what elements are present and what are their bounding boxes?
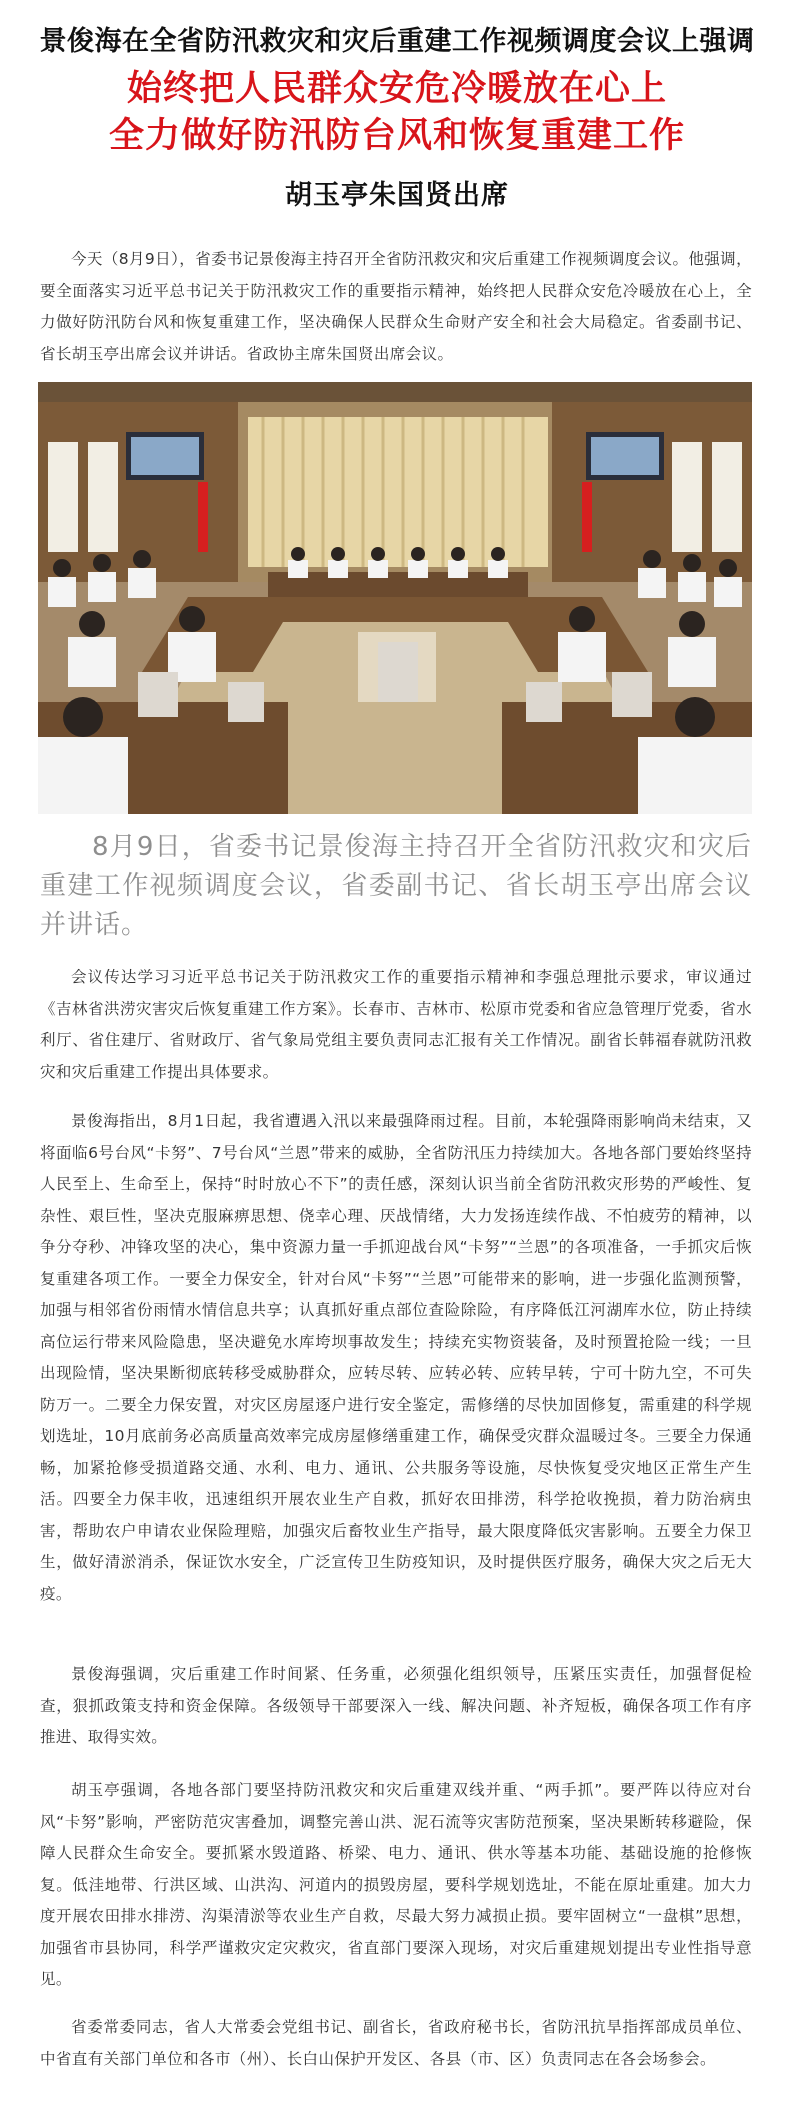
meeting-room-illustration <box>38 382 752 814</box>
photo-caption: 8月9日，省委书记景俊海主持召开全省防汛救灾和灾后重建工作视频调度会议，省委副书记、省长胡玉亭出席会议并讲话。 <box>40 832 752 940</box>
article-kicker: 景俊海在全省防汛救灾和灾后重建工作视频调度会议上强调 <box>39 26 755 57</box>
article-paragraph: 胡玉亭强调，各地各部门要坚持防汛救灾和灾后重建双线并重、“两手抓”。要严阵以待应对台风“卡努”影响，严密防范灾害叠加，调整完善山洪、泥石流等灾害防范预案，坚决果断转移避险，保障人民群众生命安全。要抓紧水毁道路、桥梁、电力、通讯、供水等基本功能、基础设施的抢修恢复。低洼地带、行洪区域、山洪沟、河道内的损毁房屋，要科学规划选址，不能在原址重建。加大力度开展农田排水排涝、沟渠清淤等农业生产自救，尽最大努力减损止损。要牢固树立“一盘棋”思想，加强省市县协同，科学严谨救灾定灾救灾，省直部门要深入现场，对灾后重建规划提出专业性指导意见。 <box>40 1781 752 1988</box>
lead-paragraph: 今天（8月9日），省委书记景俊海主持召开全省防汛救灾和灾后重建工作视频调度会议。他强调，要全面落实习近平总书记关于防汛救灾工作的重要指示精神，始终把人民群众安危冷暖放在心上，全力做好防汛防台风和恢复重建工作，坚决确保人民群众生命财产安全和社会大局稳定。省委副书记、省长胡玉亭出席会议并讲话。省政协主席朱国贤出席会议。 <box>40 250 752 363</box>
article-paragraph: 景俊海强调，灾后重建工作时间紧、任务重，必须强化组织领导，压紧压实责任，加强督促检查，狠抓政策支持和资金保障。各级领导干部要深入一线、解决问题、补齐短板，确保各项工作有序推进、取得实效。 <box>40 1665 752 1746</box>
article-paragraph: 省委常委同志，省人大常委会党组书记、副省长，省政府秘书长，省防汛抗旱指挥部成员单位、中省直有关部门单位和各市（州）、长白山保护开发区、各县（市、区）负责同志在各会场参会。 <box>40 2018 752 2068</box>
article-paragraph: 景俊海指出，8月1日起，我省遭遇入汛以来最强降雨过程。目前，本轮强降雨影响尚未结束，又将面临6号台风“卡努”、7号台风“兰恩”带来的威胁，全省防汛压力持续加大。各地各部门要始终坚持人民至上、生命至上，保持“时时放心不下”的责任感，深刻认识当前全省防汛救灾形势的严峻性、复杂性、艰巨性，坚决克服麻痹思想、侥幸心理、厌战情绪，大力发扬连续作战、不怕疲劳的精神，以争分夺秒、冲锋攻坚的决心，集中资源力量一手抓迎战台风“卡努”“兰恩”的各项准备，一手抓灾后恢复重建各项工作。一要全力保安全，针对台风“卡努”“兰恩”可能带来的影响，进一步强化监测预警，加强与相邻省份雨情水情信息共享；认真抓好重点部位查险除险，有序降低江河湖库水位，防止持续高位运行带来风险隐患，坚决避免水库垮坝事故发生；持续充实物资装备，及时预置抢险一线；一旦出现险情，坚决果断彻底转移受威胁群众，应转尽转、应转必转、应转早转，宁可十防九空，不可失防万一。二要全力保安置，对灾区房屋逐户进行安全鉴定，需修缮的尽快加固修复，需重建的科学规划选址，10月底前务必高质量高效率完成房屋修缮重建工作，确保受灾群众温暖过冬。三要全力保通畅，加紧抢修受损道路交通、水利、电力、通讯、公共服务等设施，尽快恢复受灾地区正常生产生活。四要全力保丰收，迅速组织开展农业生产自救，抓好农田排涝，科学抢收挽损，着力防治病虫害，帮助农户申请农业保险理赔，加强灾后畜牧业生产指导，最大限度降低灾害影响。五要全力保卫生，做好清淤消杀，保证饮水安全，广泛宣传卫生防疫知识，及时提供医疗服务，确保大灾之后无大疫。 <box>40 1112 752 1603</box>
headline-line-2: 全力做好防汛防台风和恢复重建工作 <box>108 116 685 156</box>
article-paragraph: 会议传达学习习近平总书记关于防汛救灾工作的重要指示精神和李强总理批示要求，审议通过《吉林省洪涝灾害灾后恢复重建工作方案》。长春市、吉林市、松原市党委和省应急管理厅党委，省水利厅、省住建厅、省财政厅、省气象局党组主要负责同志汇报有关工作情况。副省长韩福春就防汛救灾和灾后重建工作提出具体要求。 <box>40 968 752 1081</box>
headline-line-1: 始终把人民群众安危冷暖放在心上 <box>126 69 667 109</box>
article-subhead: 胡玉亭朱国贤出席 <box>285 180 509 211</box>
meeting-photo <box>38 382 752 814</box>
